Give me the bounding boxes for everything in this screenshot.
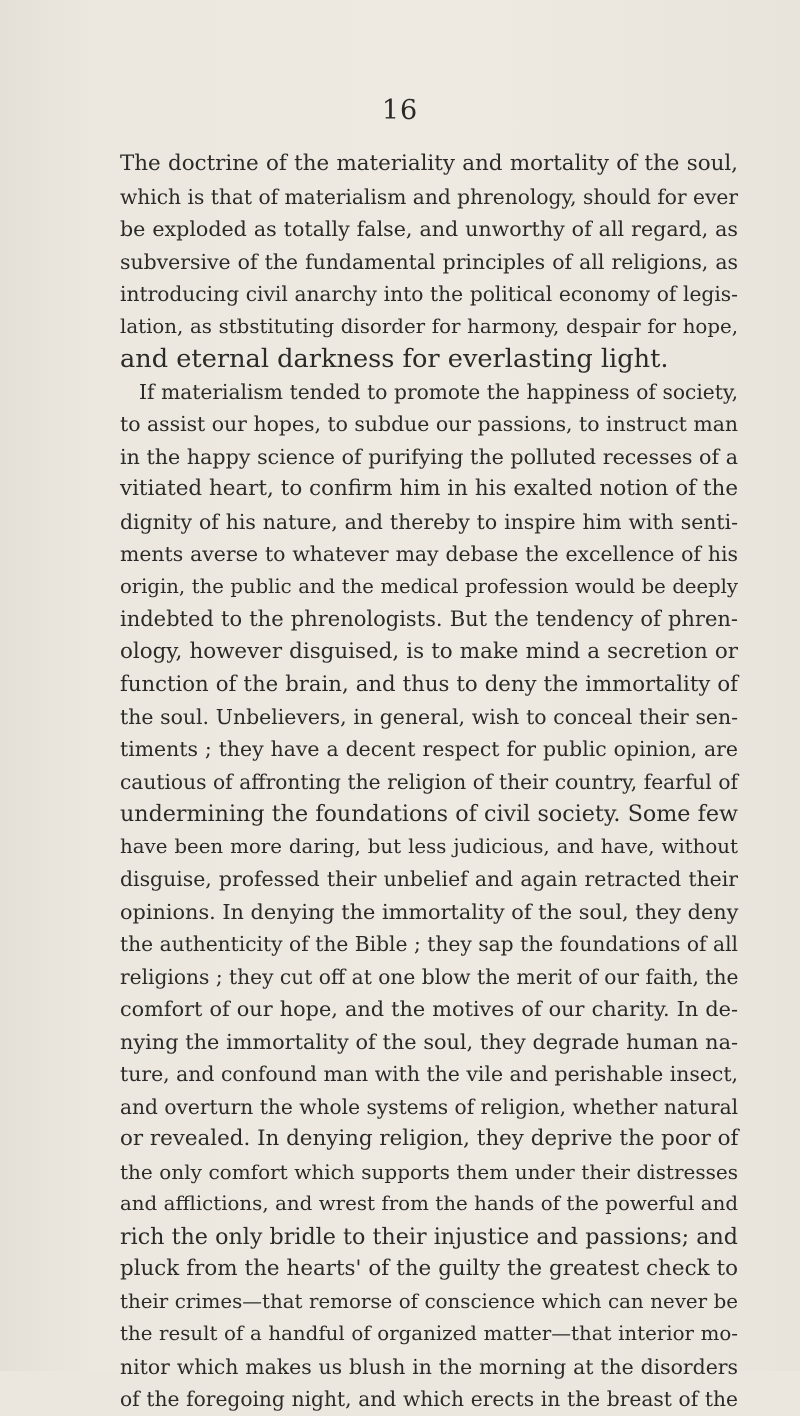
text-line: pluck from the hearts' of the guilty the greatest check to bbox=[120, 1256, 738, 1281]
text-line: ology, however disguised, is to make mind a secretion or bbox=[120, 638, 738, 664]
text-line: timents ; they have a decent respect for public opinion, are bbox=[120, 737, 738, 761]
text-line: their crimes—that remorse of conscience which can never be bbox=[120, 1289, 738, 1313]
text-line: or revealed. In denying religion, they deprive the poor of bbox=[120, 1126, 739, 1151]
text-line: introducing civil anarchy into the political economy of legis- bbox=[120, 282, 738, 306]
text-line: function of the brain, and thus to deny the immortality of bbox=[120, 671, 738, 696]
text-line: have been more daring, but less judicious, and have, without bbox=[120, 834, 738, 858]
text-line: nitor which makes us blush in the morning at the disorders bbox=[120, 1354, 738, 1379]
text-line: lation, as stbstituting disorder for harmony, despair for hope, bbox=[120, 314, 738, 338]
text-line: nying the immortality of the soul, they degrade human na- bbox=[120, 1029, 738, 1054]
text-line: The doctrine of the materiality and mortality of the soul, bbox=[120, 151, 738, 176]
text-line: in the happy science of purifying the polluted recesses of a bbox=[120, 444, 738, 469]
page-number: 16 bbox=[381, 95, 419, 126]
text-line: religions ; they cut off at one blow the merit of our faith, the bbox=[120, 964, 739, 989]
text-line: and eternal darkness for everlasting light. bbox=[120, 344, 669, 374]
text-line: and afflictions, and wrest from the hands of the powerful and bbox=[120, 1192, 738, 1215]
text-line: dignity of his nature, and thereby to inspire him with senti- bbox=[120, 509, 738, 534]
text-line: the soul. Unbelievers, in general, wish to conceal their sen- bbox=[120, 704, 738, 729]
text-line: of the foregoing night, and which erects in the breast of the bbox=[120, 1387, 738, 1411]
text-line: the authenticity of the Bible ; they sap the foundations of all bbox=[120, 932, 738, 956]
body-text bbox=[120, 148, 738, 1416]
text-line: cautious of affronting the religion of their country, fearful of bbox=[120, 769, 738, 794]
text-line: If materialism tended to promote the happiness of society, bbox=[139, 379, 738, 404]
text-line: origin, the public and the medical profession would be deeply bbox=[120, 574, 738, 598]
text-line: which is that of materialism and phrenology, should for ever bbox=[120, 184, 738, 209]
text-line: opinions. In denying the immortality of the soul, they deny bbox=[120, 899, 739, 924]
text-line: be exploded as totally false, and unworthy of all regard, as bbox=[120, 217, 738, 241]
text-line: undermining the foundations of civil society. Some few bbox=[120, 801, 738, 827]
text-line: vitiated heart, to confirm him in his exalted notion of the bbox=[120, 476, 738, 501]
text-line: rich the only bridle to their injustice and passions; and bbox=[120, 1223, 738, 1250]
text-line: comfort of our hope, and the motives of our charity. In de- bbox=[120, 997, 738, 1021]
text-line: the only comfort which supports them under their distresses bbox=[120, 1159, 738, 1184]
text-line: indebted to the phrenologists. But the tendency of phren- bbox=[120, 607, 738, 631]
text-line: and overturn the whole systems of religion, whether natural bbox=[120, 1094, 739, 1119]
text-line: ture, and confound man with the vile and perishable insect, bbox=[120, 1062, 738, 1086]
text-line: the result of a handful of organized matter—that interior mo- bbox=[120, 1322, 738, 1345]
text-line: subversive of the fundamental principles of all religions, as bbox=[120, 249, 738, 274]
text-line: disguise, professed their unbelief and again retracted their bbox=[120, 867, 738, 891]
text-line: to assist our hopes, to subdue our passions, to instruct man bbox=[120, 412, 738, 436]
text-line: ments averse to whatever may debase the excellence of his bbox=[120, 542, 738, 566]
